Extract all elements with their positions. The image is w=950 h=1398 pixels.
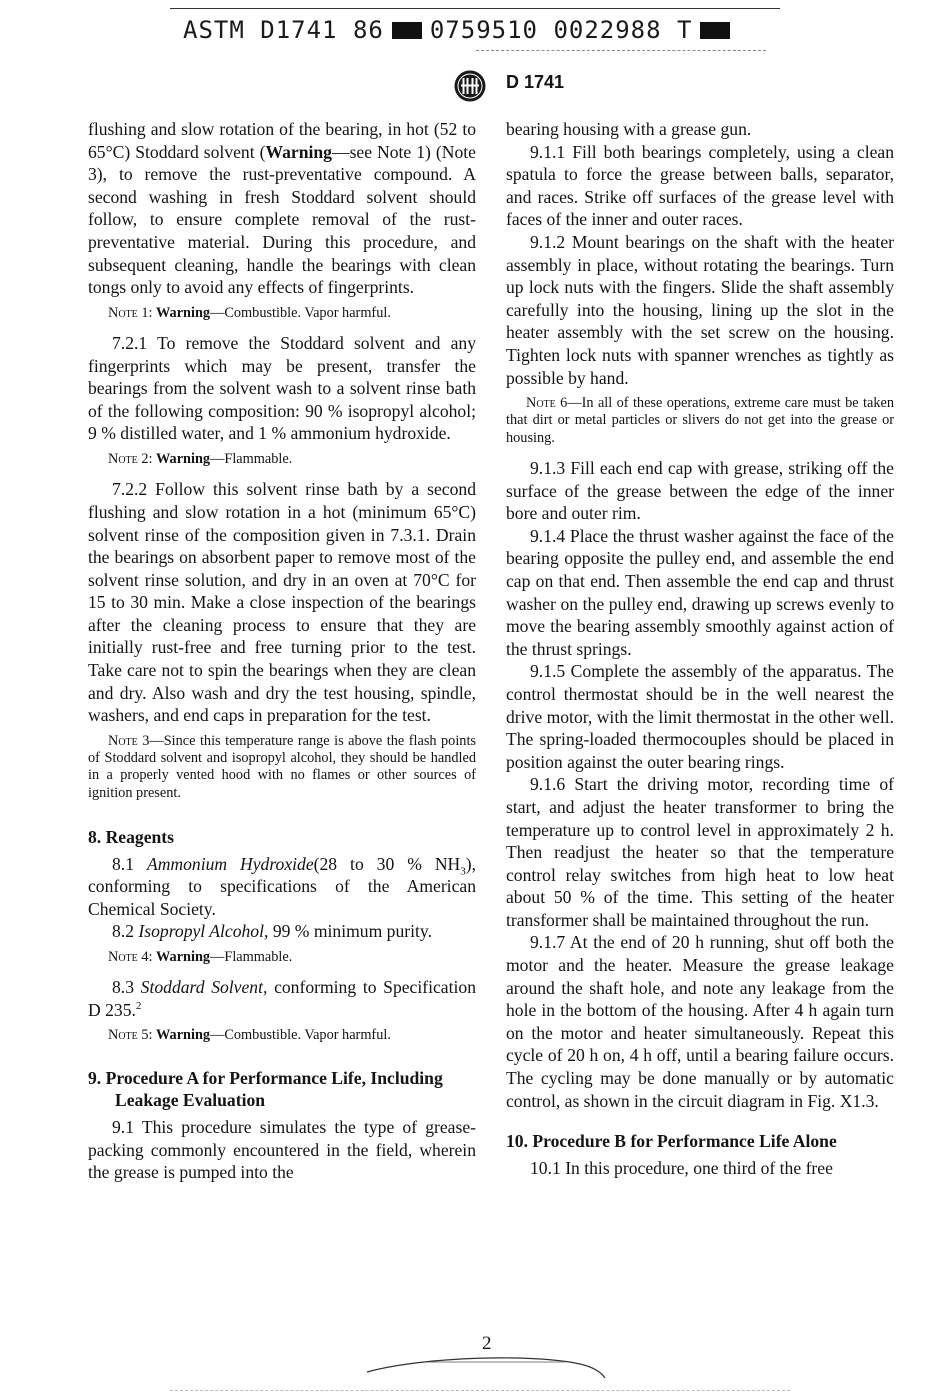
paragraph-9-1-2: 9.1.2 Mount bearings on the shaft with the heater assembly in place, without rotating the bearings. Turn up lock nuts with the fingers. Slide the shaft assembly carefully into the housing, lining up the slot in the heater assembly with the set screw on the housing. Tighten lock nuts with spanner wrenches as tightly as possible by hand. [506, 231, 894, 388]
bottom-dash-rule [170, 1390, 790, 1391]
note-label: Note 4: [108, 949, 153, 965]
note-label: Note 1: [108, 304, 153, 321]
header-code-b: 0759510 0022988 T [429, 16, 693, 44]
paragraph-9-1-5: 9.1.5 Complete the assembly of the apparatus. The control thermostat should be in the well nearest the drive motor, with the limit thermostat in the other well. The spring-loaded thermocouples should be placed in position against the outer bearing rings. [506, 661, 894, 772]
note-label: Note 6 [526, 395, 568, 412]
standard-number: D 1741 [506, 72, 565, 92]
header-block-mark-end [700, 22, 730, 39]
paragraph-8-1 [88, 853, 476, 921]
section-10-heading: 10. Procedure B for Performance Life Alone [506, 1131, 837, 1152]
header-block-mark [392, 22, 422, 39]
paragraph-9-1-1: 9.1.1 Fill both bearings completely, using a clean spatula to force the grease between balls, separator, and races. Strike off surfaces of the grease level with faces of the inner and outer races. [506, 141, 894, 230]
astm-logo-icon [453, 69, 487, 103]
paragraph-9-1: 9.1 This procedure simulates the type of grease-packing commonly encountered in the field, wherein the grease is pumped into the [88, 1116, 476, 1183]
paragraph-10-1: 10.1 In this procedure, one third of the free [530, 1157, 833, 1178]
note-4 [88, 949, 476, 966]
warning-label: Warning [156, 1027, 211, 1044]
paragraph-9-1-6: 9.1.6 Start the driving motor, recording time of start, and adjust the heater transformer to bring the temperature up to control level in approximately 2 h. Then readjust the heater so that the temperature control relay switches from high heat to low heat about 50 % of the time. This setting of the heater transformer shall be maintained throughout the run. [506, 774, 894, 930]
paragraph-9-1-3: 9.1.3 Fill each end cap with grease, striking off the surface of the grease between the edge of the inner bore and outer rim. [506, 458, 894, 524]
note-1 [88, 305, 476, 322]
note-label: Note 2: [108, 451, 153, 468]
paragraph-9-1-7: 9.1.7 At the end of 20 h running, shut off both the motor and the heater. Measure the grease leakage around the shaft hole, and note any leakage from the hole in the bottom of the housing. After 4 h again turn on the motor and heater simultaneously. Repeat this cycle of 20 h on, 4 h off, until a bearing failure occurs. The cycling may be done manually or by automatic control, as shown in the circuit diagram in Fig. X1.3. [506, 932, 894, 1111]
note-text: —Flammable. [210, 949, 293, 965]
warning-label: Warning [156, 451, 211, 468]
note-label: Note 3 [108, 732, 150, 749]
reagent-name: Ammonium Hydroxide [146, 853, 314, 874]
text: conforming to Specification D 235. [88, 977, 476, 1020]
paragraph-8-2 [88, 920, 476, 943]
note-2 [88, 451, 476, 468]
note-text: —Combustible. Vapor harmful. [210, 1027, 391, 1044]
note-5 [88, 1027, 476, 1044]
footer-swoosh-mark [365, 1350, 615, 1380]
paragraph-8-3 [88, 976, 476, 1021]
clause-number: 8.1 [112, 853, 134, 874]
clause-number: 8.3 [112, 977, 134, 998]
subscript: 3 [460, 865, 466, 878]
page-number: 2 [482, 1333, 492, 1354]
note-text: —Combustible. Vapor harmful. [210, 304, 391, 321]
paragraph-7-2-2: 7.2.2 Follow this solvent rinse bath by a second flushing and slow rotation in a hot (minimum 65°C) solvent rinse of the composition given in 7.3.1. Drain the bearings on absorbent paper to remove most of the solvent rinse solution, and dry in an oven at 70°C for 15 to 30 min. Make a close inspection of the bearings after the cleaning process to ensure that they are initially rust-free and free turning prior to the test. Take care not to spin the bearings when they are clean and dry. Also wash and dry the test housing, spindle, washers, and end caps in preparation for the test. [88, 479, 476, 726]
reagent-name: Isopropyl Alcohol, [138, 921, 269, 942]
clause-number: 8.2 [112, 921, 134, 942]
header-code-a: ASTM D1741 86 [183, 16, 384, 44]
paragraph-continued: bearing housing with a grease gun. [506, 119, 752, 139]
text: flushing and slow rotation of the bearing, in hot (52 to 65°C) Stoddard solvent ( [88, 119, 476, 162]
paragraph-flushing [88, 118, 476, 299]
reagent-name: Stoddard Solvent, [140, 977, 268, 998]
left-column [88, 118, 476, 1184]
right-column [506, 118, 894, 1179]
text: (28 to 30 % NH [313, 853, 461, 874]
paragraph-9-1-4: 9.1.4 Place the thrust washer against the face of the bearing opposite the pulley end, and assemble the end cap on that end. Then assemble the end cap and thrust washer on the pulley end, drawing up screws evenly to move the bearing assembly smoothly against action of the thrust springs. [506, 525, 894, 659]
section-9-heading: 9. Procedure A for Performance Life, Including Leakage Evaluation [88, 1067, 443, 1111]
section-8-heading: 8. Reagents [88, 827, 175, 848]
note-text: —Since this temperature range is above the flash points of Stoddard solvent and isopropyl alcohol, they should be handled in a properly vented hood with no flames or other sources of ignition present. [88, 732, 476, 801]
note-text: —In all of these operations, extreme care must be taken that dirt or metal particles or slivers do not get into the grease or housing. [506, 395, 894, 446]
footnote-marker: 2 [135, 1000, 142, 1013]
header-rule [170, 8, 780, 9]
note-text: —Flammable. [210, 451, 293, 468]
warning-label: Warning [156, 304, 211, 321]
text: —see Note 1) (Note 3), to remove the rust-preventative compound. A second washing in fresh Stoddard solvent should follow, to ensure complete removal of the rust-preventative material. During this procedure, and subsequent cleaning, handle the bearings with clean tongs only to avoid any effects of fingerprints. [88, 141, 476, 298]
header-dash-rule [476, 50, 766, 51]
note-label: Note 5: [108, 1027, 153, 1044]
note-6 [506, 395, 894, 447]
text: 99 % minimum purity. [272, 921, 432, 942]
warning-label: Warning [156, 949, 211, 965]
text: ), conforming to specifications of the American Chemical Society. [88, 853, 476, 919]
warning-label: Warning [265, 141, 332, 162]
note-3 [88, 733, 476, 802]
paragraph-7-2-1: 7.2.1 To remove the Stoddard solvent and any fingerprints which may be present, transfer the bearings from the solvent wash to a solvent rinse bath of the following composition: 90 % isopropyl alcohol; 9 % distilled water, and 1 % ammonium hydroxide. [88, 333, 476, 444]
header-code [183, 16, 738, 44]
